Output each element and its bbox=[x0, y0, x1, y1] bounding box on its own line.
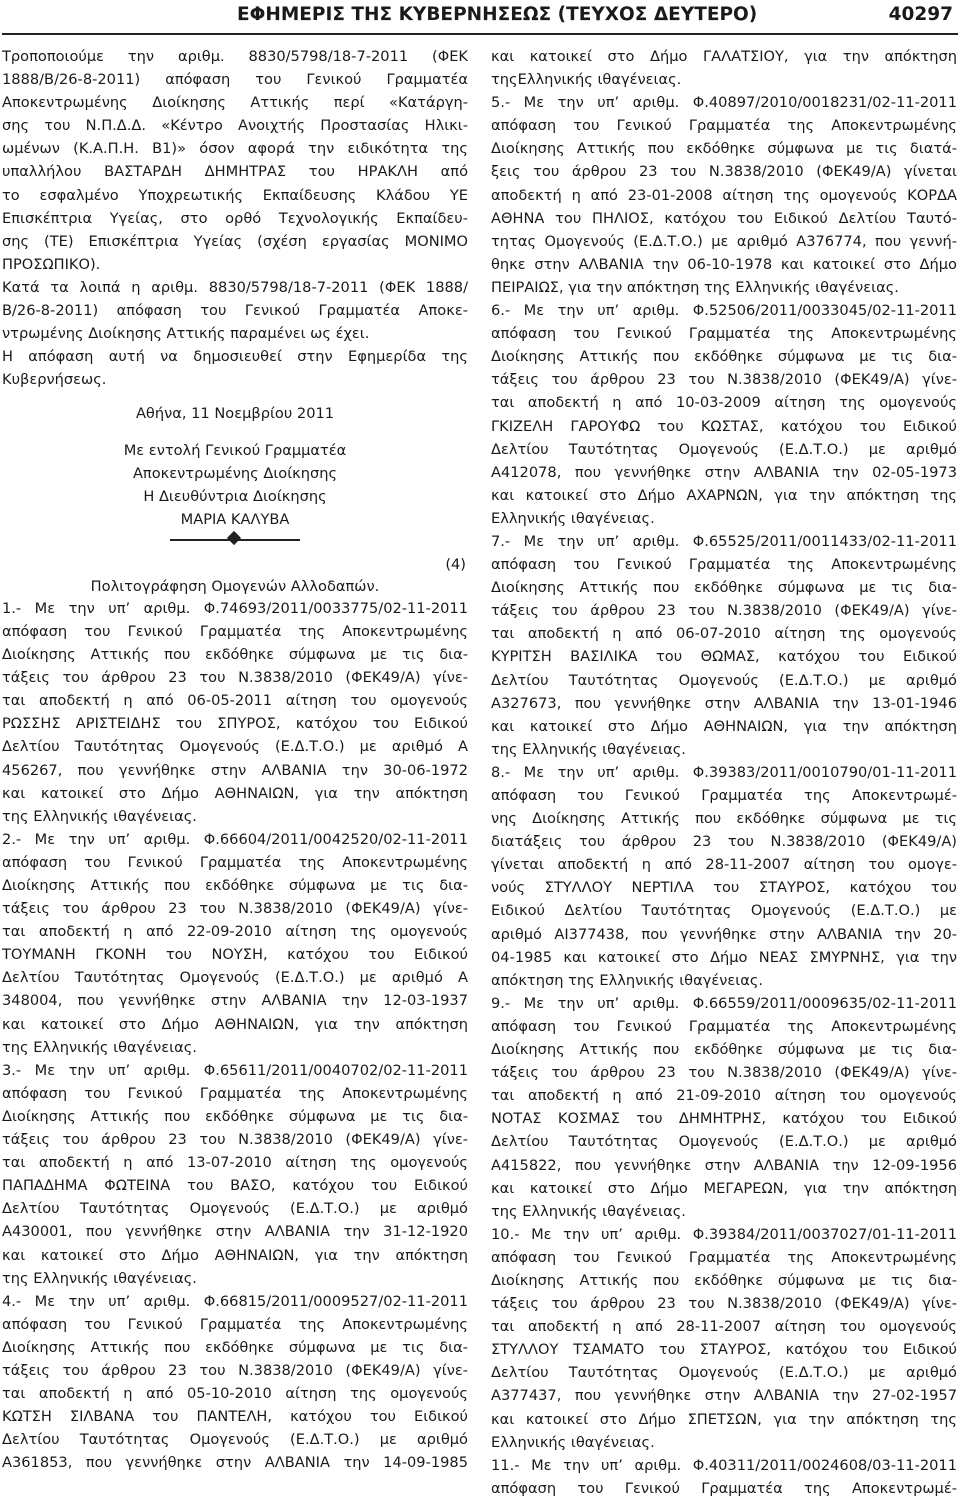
text-line: τητας Ομογενούς (Ε.Δ.Τ.Ο.) με αριθμό Α376774, που γεννή- bbox=[491, 232, 957, 250]
text-line: 6.- Με την υπ’ αριθμ. Φ.52506/2011/0033045/02-11-2011 bbox=[491, 302, 957, 320]
signature-line-1: Με εντολή Γενικού Γραμματέα bbox=[123, 441, 347, 459]
text-line: της Ελληνικής ιθαγένειας. bbox=[2, 1038, 197, 1056]
text-line: το εσφαλμένο Υποχρεωτικής Εκπαίδευσης Κλάδου ΥΕ bbox=[2, 186, 468, 204]
text-line: απόφαση του Γενικού Γραμματέα της Αποκεντρωμένης bbox=[2, 1084, 468, 1102]
text-line: τάξεις του άρθρου 23 του Ν.3838/2010 (ΦΕΚ49/Α) γίνε- bbox=[2, 1361, 468, 1379]
text-line: ΚΩΤΣΗ ΣΙΛΒΑΝΑ του ΠΑΝΤΕΛΗ, κατόχου του Ειδικού bbox=[2, 1408, 468, 1426]
diamond-icon bbox=[227, 531, 241, 545]
text-line: της Ελληνικής ιθαγένειας. bbox=[491, 1202, 686, 1220]
text-line: Δελτίου Ταυτότητας Ομογενούς (Ε.Δ.Τ.Ο.) με αριθμό bbox=[491, 1133, 957, 1151]
text-line: απόφαση του Γενικού Γραμματέα της Αποκεντρωμένης bbox=[2, 622, 468, 640]
text-line: ωμένων (Κ.Α.Π.Η. Β1)» όσον αφορά την ειδικότητα της bbox=[2, 140, 468, 158]
text-line: υπαλλήλου ΒΑΣΤΑΡΔΗ ΔΗΜΗΤΡΑΣ του ΗΡΑΚΛΗ από bbox=[2, 163, 468, 181]
decision-item-6 bbox=[491, 299, 957, 530]
text-line: 11.- Με την υπ’ αριθμ. Φ.40311/2011/0024608/03-11-2011 bbox=[491, 1456, 957, 1474]
text-line: τάξεις του άρθρου 23 του Ν.3838/2010 (ΦΕΚ49/Α) γίνε- bbox=[2, 669, 468, 687]
text-line: ΚΥΡΙΤΣΗ ΒΑΣΙΛΙΚΑ του ΘΩΜΑΣ, κατόχου του Ειδικού bbox=[491, 648, 957, 666]
text-line: 10.- Με την υπ’ αριθμ. Φ.39384/2011/0037027/01-11-2011 bbox=[491, 1225, 957, 1243]
section-number: (4) bbox=[445, 555, 466, 573]
text-line: 8.- Με την υπ’ αριθμ. Φ.39383/2011/0010790/01-11-2011 bbox=[491, 763, 957, 781]
text-line: τάξεις του άρθρου 23 του Ν.3838/2010 (ΦΕΚ49/Α) γίνε- bbox=[491, 1064, 957, 1082]
text-line: Δελτίου Ταυτότητας Ομογενούς (Ε.Δ.Τ.Ο.) με αριθμό bbox=[491, 671, 957, 689]
text-line: 1.- Με την υπ’ αριθμ. Φ.74693/2011/0033775/02-11-2011 bbox=[2, 599, 468, 617]
decision-item-8 bbox=[491, 761, 957, 992]
text-line: Διοίκησης Αττικής που εκδόθηκε σύμφωνα με τις δια- bbox=[2, 1107, 468, 1125]
text-line: Διοίκησης Αττικής που εκδόθηκε σύμφωνα με τις δια- bbox=[2, 646, 468, 664]
text-line: νης Διοίκησης Αττικής που εκδόθηκε σύμφωνα με τις bbox=[491, 810, 957, 828]
rest-paragraph bbox=[2, 276, 468, 345]
text-line: θηκε στην ΑΛΒΑΝΙΑ την 06-10-1978 και κατοικεί στο Δήμο bbox=[491, 255, 957, 273]
text-line: ται αποδεκτή η από 06-05-2011 αίτηση του ομογενούς bbox=[2, 692, 468, 710]
text-line: Α327673, που γεννήθηκε στην ΑΛΒΑΝΙΑ την 13-01-1946 bbox=[491, 694, 957, 712]
text-line: ΓΚΙΖΕΛΗ ΓΑΡΟΥΦΩ του ΚΩΣΤΑΣ, κατόχου του Ειδικού bbox=[491, 417, 957, 435]
section-divider-ornament bbox=[170, 531, 300, 549]
text-line: Β/26-8-2011) απόφαση του Γενικού Γραμματέα Αποκε- bbox=[2, 302, 468, 320]
text-line: απόκτηση της Ελληνικής ιθαγένειας. bbox=[491, 971, 764, 989]
text-line: 9.- Με την υπ’ αριθμ. Φ.66559/2011/0009635/02-11-2011 bbox=[491, 994, 957, 1012]
text-line: 7.- Με την υπ’ αριθμ. Φ.65525/2011/0011433/02-11-2011 bbox=[491, 532, 957, 550]
text-line: Τροποποιούμε την αριθμ. 8830/5798/18-7-2011 (ΦΕΚ bbox=[2, 48, 468, 65]
text-line: ται αποδεκτή η από 06-07-2010 αίτηση της ομογενούς bbox=[491, 625, 957, 643]
text-line: σης (ΤΕ) Επισκέπτρια Υγείας (σχέση εργασίας ΜΟΝΙΜΟ bbox=[2, 232, 468, 250]
text-line: 04-1985 και κατοικεί στο Δήμο ΝΕΑΣ ΣΜΥΡΝΗΣ, για την bbox=[491, 948, 957, 966]
text-line: Ελληνικής ιθαγένειας. bbox=[491, 509, 655, 527]
text-line: Α377437, που γεννήθηκε στην ΑΛΒΑΝΙΑ την 27-02-1957 bbox=[491, 1387, 957, 1405]
text-line: Δελτίου Ταυτότητας Ομογενούς (Ε.Δ.Τ.Ο.) με αριθμό Α bbox=[2, 738, 468, 756]
text-line: και κατοικεί στο Δήμο ΓΑΛΑΤΣΙΟΥ, για την απόκτηση bbox=[491, 48, 957, 65]
text-line: Α430001, που γεννήθηκε στην ΑΛΒΑΝΙΑ την 31-12-1920 bbox=[2, 1223, 468, 1241]
text-line: τάξεις του άρθρου 23 του Ν.3838/2010 (ΦΕΚ49/Α) γίνε- bbox=[491, 602, 957, 620]
text-line: 3.- Με την υπ’ αριθμ. Φ.65611/2011/0040702/02-11-2011 bbox=[2, 1061, 468, 1079]
decision-item-9 bbox=[491, 992, 957, 1223]
signature-line-2: Αποκεντρωμένης Διοίκησης bbox=[132, 464, 338, 482]
intro-paragraph bbox=[2, 45, 468, 276]
page-header bbox=[0, 0, 960, 40]
text-line: απόφαση του Γενικού Γραμματέα της Αποκεντρωμένης bbox=[2, 1315, 468, 1333]
text-line: απόφαση του Γενικού Γραμματέα της Αποκεντρωμένης bbox=[491, 1248, 957, 1266]
section-heading bbox=[2, 551, 468, 597]
text-line: ΣΤΥΛΛΟΥ ΤΣΑΜΑΤΟ του ΣΤΑΥΡΟΣ, κατόχου του Ειδικού bbox=[491, 1341, 957, 1359]
text-line: σης του Ν.Π.Δ.Δ. «Κέντρο Ανοιχτής Προστασίας Ηλικι- bbox=[2, 117, 468, 135]
signature-line-3: Η Διευθύντρια Διοίκησης bbox=[143, 487, 327, 505]
text-line: της Ελληνικής ιθαγένειας. bbox=[2, 1269, 197, 1287]
text-line: ται αποδεκτή η από 05-10-2010 αίτηση της ομογενούς bbox=[2, 1385, 468, 1403]
text-line: αποδεκτή η από 23-01-2008 αίτηση της ομογενούς ΚΟΡΔΑ bbox=[491, 186, 957, 204]
text-line: ντρωμένης Διοίκησης Αττικής παραμένει ως έχει. bbox=[2, 325, 370, 343]
text-line: απόφαση του Γενικού Γραμματέα της Αποκεντρωμένης bbox=[491, 1017, 957, 1035]
section-title: Πολιτογράφηση Ομογενών Αλλοδαπών. bbox=[90, 577, 380, 595]
signatory-name: ΜΑΡΙΑ ΚΑΛΥΒΑ bbox=[180, 510, 290, 528]
text-line: ται αποδεκτή η από 13-07-2010 αίτηση της ομογενούς bbox=[2, 1154, 468, 1172]
page-number: 40297 bbox=[888, 4, 953, 25]
text-line: 4.- Με την υπ’ αριθμ. Φ.66815/2011/0009527/02-11-2011 bbox=[2, 1292, 468, 1310]
text-line: 5.- Με την υπ’ αριθμ. Φ.40897/2010/0018231/02-11-2011 bbox=[491, 94, 957, 112]
text-line: Διοίκησης Αττικής που εκδόθηκε σύμφωνα με τις δια- bbox=[491, 348, 957, 366]
text-line: απόφαση του Γενικού Γραμματέα της Αποκεντρωμένης bbox=[2, 853, 468, 871]
text-line: Δελτίου Ταυτότητας Ομογενούς (Ε.Δ.Τ.Ο.) με αριθμό bbox=[491, 1364, 957, 1382]
text-line: ΝΟΤΑΣ ΚΟΣΜΑΣ του ΔΗΜΗΤΡΗΣ, κατόχου του Ειδικού bbox=[491, 1110, 957, 1128]
decision-item-1 bbox=[2, 597, 468, 828]
decision-item-5 bbox=[491, 91, 957, 299]
text-line: και κατοικεί στο Δήμο ΣΠΕΤΣΩΝ, για την απόκτηση της bbox=[491, 1410, 957, 1428]
text-line: ΡΩΣΣΗΣ ΑΡΙΣΤΕΙΔΗΣ του ΣΠΥΡΟΣ, κατόχου του Ειδικού bbox=[2, 715, 468, 733]
text-line: ΑΘΗΝΑ του ΠΗΛΙΟΣ, κατόχου του Ειδικού Δελτίου Ταυτό- bbox=[491, 209, 957, 227]
text-line: ται αποδεκτή η από 22-09-2010 αίτηση της ομογενούς bbox=[2, 923, 468, 941]
text-line: απόφαση του Γενικού Γραμματέα της Αποκεντρωμένης bbox=[491, 325, 957, 343]
gazette-title: ΕΦΗΜΕΡΙΣ ΤΗΣ ΚΥΒΕΡΝΗΣΕΩΣ (ΤΕΥΧΟΣ ΔΕΥΤΕΡΟ) bbox=[237, 4, 758, 25]
text-line: 348004, που γεννήθηκε στην ΑΛΒΑΝΙΑ την 12-03-1937 bbox=[2, 992, 468, 1010]
left-column bbox=[2, 45, 468, 1474]
text-line: Αποκεντρωμένης Διοίκησης Αττικής περί «Κατάργη- bbox=[2, 94, 468, 112]
text-line: Διοίκησης Αττικής που εκδόθηκε σύμφωνα με τις δια- bbox=[2, 877, 468, 894]
text-line: απόφαση του Γενικού Γραμματέα της Αποκεντρωμέ- bbox=[491, 787, 957, 804]
text-line: και κατοικεί στο Δήμο ΑΧΑΡΝΩΝ, για την απόκτηση της bbox=[491, 486, 957, 504]
text-line: ξεις του άρθρου 23 του Ν.3838/2010 (ΦΕΚ49/Α) γίνεται bbox=[491, 163, 957, 181]
text-line: και κατοικεί στο Δήμο ΑΘΗΝΑΙΩΝ, για την απόκτηση bbox=[2, 1246, 468, 1264]
text-line: Επισκέπτρια Υγείας, στο ορθό Τεχνολογικής Εκπαίδευ- bbox=[2, 209, 468, 227]
signature-block bbox=[2, 402, 468, 548]
signature-date: Αθήνα, 11 Νοεμβρίου 2011 bbox=[135, 405, 335, 423]
decision-item-7 bbox=[491, 530, 957, 761]
text-line: Διοίκησης Αττικής που εκδόθηκε σύμφωνα με τις δια- bbox=[491, 1271, 957, 1289]
text-line: ΠΕΙΡΑΙΩΣ, για την απόκτηση της Ελληνικής ιθαγένειας. bbox=[491, 278, 899, 296]
text-line: και κατοικεί στο Δήμο ΑΘΗΝΑΙΩΝ, για την απόκτηση bbox=[2, 784, 468, 802]
decision-item-10 bbox=[491, 1223, 957, 1454]
text-line: Διοίκησης Αττικής που εκδόθηκε σύμφωνα με τις δια- bbox=[491, 1041, 957, 1059]
text-line: Διοίκησης Αττικής που εκδόθηκε σύμφωνα με τις δια- bbox=[2, 1338, 468, 1356]
text-line: της Ελληνικής ιθαγένειας. bbox=[2, 807, 197, 825]
text-line: ΤΟΥΜΑΝΗ ΓΚΟΝΗ του ΝΟΥΣΗ, κατόχου του Ειδικού bbox=[2, 946, 468, 964]
decision-item-11 bbox=[491, 1454, 957, 1500]
text-line: τάξεις του άρθρου 23 του Ν.3838/2010 (ΦΕΚ49/Α) γίνε- bbox=[491, 1295, 957, 1313]
text-line: Διοίκησης Αττικής που εκδόθηκε σύμφωνα με τις δια- bbox=[491, 579, 957, 597]
text-line: και κατοικεί στο Δήμο ΑΘΗΝΑΙΩΝ, για την απόκτηση bbox=[2, 1015, 468, 1033]
text-line: Δελτίου Ταυτότητας Ομογενούς (Ε.Δ.Τ.Ο.) με αριθμό bbox=[2, 1431, 468, 1449]
text-line: Δελτίου Ταυτότητας Ομογενούς (Ε.Δ.Τ.Ο.) με αριθμό bbox=[2, 1200, 468, 1218]
text-line: Διοίκησης Αττικής που εκδόθηκε σύμφωνα με τις διατά- bbox=[491, 140, 957, 158]
text-line: και κατοικεί στο Δήμο ΜΕΓΑΡΕΩΝ, για την απόκτηση bbox=[491, 1179, 957, 1197]
text-line: απόφαση του Γενικού Γραμματέα της Αποκεντρωμέ- bbox=[491, 1479, 957, 1497]
text-line: γίνεται αποδεκτή η από 28-11-2007 αίτηση του ομογε- bbox=[491, 856, 957, 874]
text-line: Ελληνικής ιθαγένειας. bbox=[491, 1433, 655, 1451]
text-line: απόφαση του Γενικού Γραμματέα της Αποκεντρωμένης bbox=[491, 117, 957, 135]
header-rule bbox=[2, 33, 958, 35]
text-line: Δελτίου Ταυτότητας Ομογενούς (Ε.Δ.Τ.Ο.) με αριθμό bbox=[491, 440, 957, 458]
text-line: τάξεις του άρθρου 23 του Ν.3838/2010 (ΦΕΚ49/Α) γίνε- bbox=[2, 1131, 468, 1149]
text-line: Α412078, που γεννήθηκε στην ΑΛΒΑΝΙΑ την 02-05-1973 bbox=[491, 463, 957, 481]
text-line: διατάξεις του άρθρου 23 του Ν.3838/2010 (ΦΕΚ49/Α) bbox=[491, 833, 957, 851]
decision-item-4 bbox=[2, 1290, 468, 1475]
text-line: 1888/Β/26-8-2011) απόφαση του Γενικού Γραμματέα bbox=[2, 71, 468, 89]
text-line: και κατοικεί στο Δήμο ΑΘΗΝΑΙΩΝ, για την απόκτηση bbox=[491, 717, 957, 735]
text-line: ται αποδεκτή η από 28-11-2007 αίτηση του ομογενούς bbox=[491, 1318, 957, 1336]
text-line: ΠΡΟΣΩΠΙΚΟ). bbox=[2, 255, 101, 273]
text-line: Η απόφαση αυτή να δημοσιευθεί στην Εφημερίδα της bbox=[2, 348, 468, 366]
text-line: ΠΑΠΑΔΗΜΑ ΦΩΤΕΙΝΑ του ΒΑΣΟ, κατόχου του Ειδικού bbox=[2, 1177, 468, 1195]
text-line: τάξεις του άρθρου 23 του Ν.3838/2010 (ΦΕΚ49/Α) γίνε- bbox=[2, 900, 468, 918]
text-line: Ειδικού Δελτίου Ταυτότητας Ομογενούς (Ε.Δ.Τ.Ο.) με bbox=[491, 902, 957, 920]
text-line: 2.- Με την υπ’ αριθμ. Φ.66604/2011/0042520/02-11-2011 bbox=[2, 830, 468, 848]
text-line: νούς ΣΤΥΛΛΟΥ ΝΕΡΤΙΛΑ του ΣΤΑΥΡΟΣ, κατόχου του bbox=[491, 879, 957, 897]
text-line: Δελτίου Ταυτότητας Ομογενούς (Ε.Δ.Τ.Ο.) με αριθμό Α bbox=[2, 969, 468, 987]
text-line: 456267, που γεννήθηκε στην ΑΛΒΑΝΙΑ την 30-06-1972 bbox=[2, 761, 468, 779]
decision-item-3 bbox=[2, 1059, 468, 1290]
text-line: αριθμό ΑΙ377438, που γεννήθηκε στην ΑΛΒΑΝΙΑ την 20- bbox=[491, 925, 957, 943]
right-column bbox=[491, 45, 957, 1500]
continuation-paragraph bbox=[491, 45, 957, 91]
text-line: Κατά τα λοιπά η αριθμ. 8830/5798/18-7-2011 (ΦΕΚ 1888/ bbox=[2, 278, 468, 296]
text-line: Α415822, που γεννήθηκε στην ΑΛΒΑΝΙΑ την 12-09-1956 bbox=[491, 1156, 957, 1174]
text-line: ται αποδεκτή η από 10-03-2009 αίτηση της ομογενούς bbox=[491, 394, 957, 412]
text-line: τηςΕλληνικής ιθαγένειας. bbox=[491, 71, 682, 89]
decision-item-2 bbox=[2, 828, 468, 1059]
text-line: Κυβερνήσεως. bbox=[2, 371, 107, 389]
text-line: τάξεις του άρθρου 23 του Ν.3838/2010 (ΦΕΚ49/Α) γίνε- bbox=[491, 371, 957, 389]
publish-paragraph bbox=[2, 345, 468, 391]
text-line: ται αποδεκτή η από 21-09-2010 αίτηση του ομογενούς bbox=[491, 1087, 957, 1105]
text-line: Α361853, που γεννήθηκε στην ΑΛΒΑΝΙΑ την 14-09-1985 bbox=[2, 1454, 468, 1472]
text-line: της Ελληνικής ιθαγένειας. bbox=[491, 740, 686, 758]
text-line: απόφαση του Γενικού Γραμματέα της Αποκεντρωμένης bbox=[491, 556, 957, 574]
